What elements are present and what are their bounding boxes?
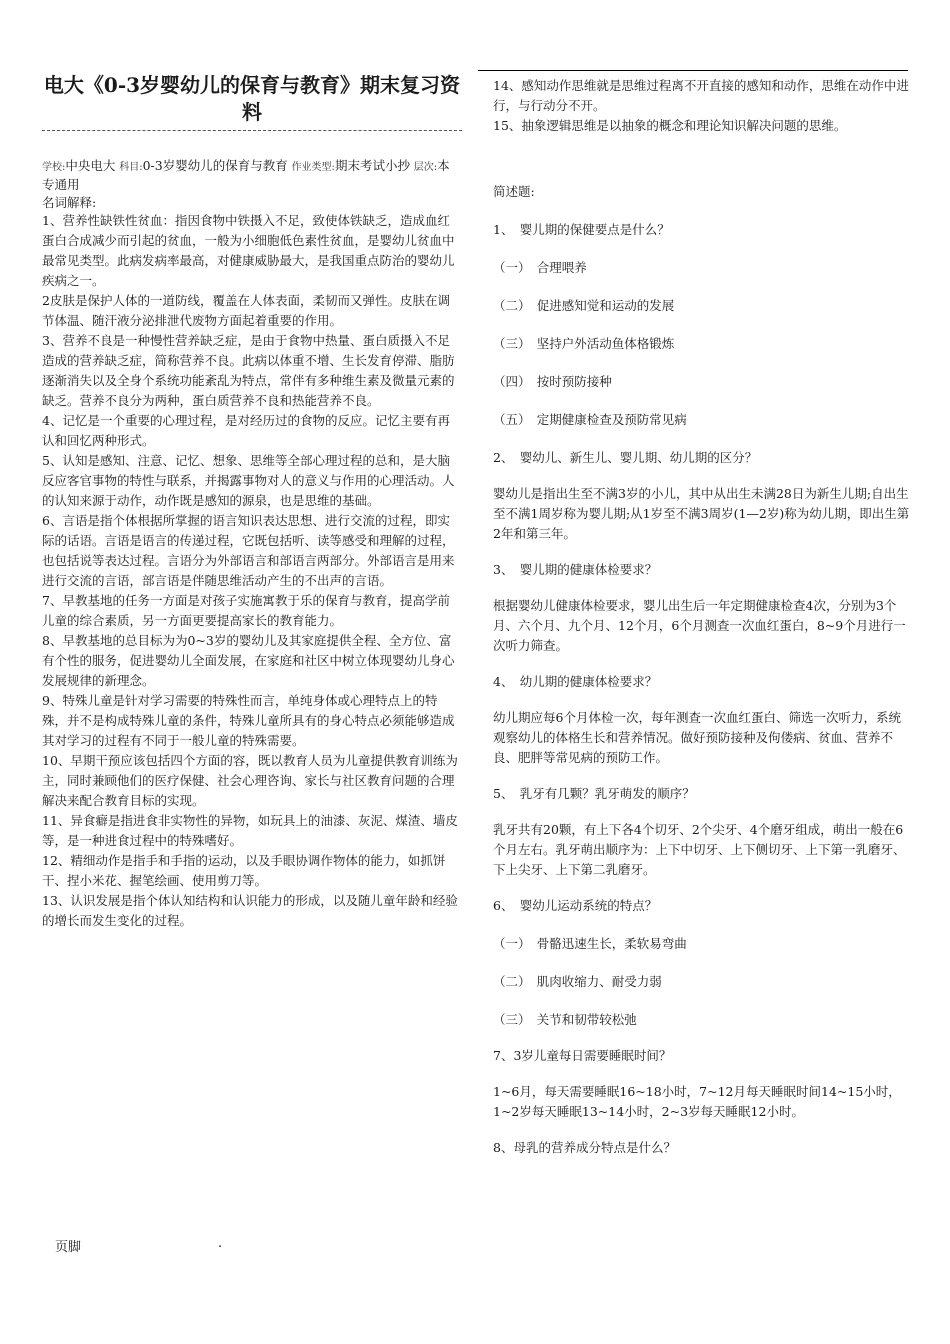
q8-question: 8、母乳的营养成分特点是什么？ [493, 1140, 676, 1155]
q1-item-5: （五） 定期健康检查及预防常见病 [493, 412, 687, 427]
q1-item-4: （四） 按时预防接种 [493, 374, 612, 389]
level-value: 本专通用 [42, 158, 450, 192]
q2-answer: 婴幼儿是指出生至不满3岁的小儿，其中从出生未满28日为新生儿期;自出生至不满1周岁称为婴儿期;从1岁至不满3周岁(1—2岁)称为幼儿期，即出生第2年和第三年。 [493, 486, 910, 541]
footer-label: 页脚 [55, 1240, 82, 1255]
left-column [42, 72, 462, 931]
page-title: 电大《0-3岁婴幼儿的保育与教育》期末复习资料 [43, 73, 461, 124]
term-10: 10、早期干预应该包括四个方面的容，既以教育人员为儿童提供教育训练为主，同时兼顾他们的医疗保健、社会心理咨询、家长与社区教育问题的合理解决来配合教育目标的实现。 [42, 753, 458, 808]
term-13: 13、认识发展是指个体认知结构和认识能力的形成，以及随儿童年龄和经验的增长而发生变化的过程。 [42, 893, 458, 928]
subject-label: 科目: [119, 162, 143, 173]
term-5: 5、认知是感知、注意、记忆、想象、思维等全部心理过程的总和，是大脑反应客官事物的特性与联系，并揭露事物对人的意义与作用的心理活动。人的认知来源于动作，动作既是感知的源泉，也是思维的基础。 [42, 453, 455, 508]
q3-answer: 根据婴幼儿健康体检要求，婴儿出生后一年定期健康检查4次，分别为3个月、六个月、九个月、12个月，6个月测查一次血红蛋白，8~9个月进行一次听力筛查。 [493, 598, 906, 653]
q4-answer: 幼儿期应每6个月体检一次，每年测查一次血红蛋白、筛选一次听力，系统观察幼儿的体格生长和营养情况。做好预防接种及佝偻病、贫血、营养不良、肥胖等常见病的预防工作。 [493, 710, 901, 765]
meta-block [42, 157, 462, 194]
term-2: 2皮肤是保护人体的一道防线，覆盖在人体表面，柔韧而又弹性。皮肤在调节体温、随汗液分泌排泄代废物方面起着重要的作用。 [42, 293, 450, 328]
school-value: 中央电大 [65, 158, 116, 173]
q5-answer: 乳牙共有20颗，有上下各4个切牙、2个尖牙、4个磨牙组成，萌出一般在6个月左右。乳牙萌出顺序为：上下中切牙、上下侧切牙、上下第一乳磨牙、下上尖牙、上下第二乳磨牙。 [493, 822, 906, 877]
school-label: 学校: [42, 162, 66, 173]
q5-question: 5、 乳牙有几颗？乳牙萌发的顺序？ [493, 786, 695, 801]
right-column [493, 76, 911, 1158]
q7-question: 7、3岁儿童每日需要睡眠时间？ [493, 1048, 672, 1063]
term-15: 15、抽象逻辑思维是以抽象的概念和理论知识解决问题的思维。 [493, 118, 847, 133]
type-label: 作业类型: [291, 162, 335, 173]
footer-dot: . [218, 1236, 223, 1251]
title-divider [42, 130, 462, 131]
q3-question: 3、 婴儿期的健康体检要求？ [493, 562, 658, 577]
q1-item-2: （二） 促进感知觉和运动的发展 [493, 298, 675, 313]
term-4: 4、记忆是一个重要的心理过程，是对经历过的食物的反应。记忆主要有再认和回忆两种形式。 [42, 413, 450, 448]
term-11: 11、异食癖是指进食非实物性的异物，如玩具上的油漆、灰泥、煤渣、墙皮等，是一种进食过程中的特殊嗜好。 [42, 813, 458, 848]
q1-item-3: （三） 坚持户外活动鱼体格锻炼 [493, 336, 675, 351]
q7-answer: 1~6月，每天需要睡眠16~18小时，7~12月每天睡眠时间14~15小时，1~2岁每天睡眠13~14小时，2~3岁每天睡眠12小时。 [493, 1084, 901, 1119]
term-8: 8、早教基地的总目标为为0~3岁的婴幼儿及其家庭提供全程、全方位、富有个性的服务，促进婴幼儿全面发展，在家庭和社区中树立体现婴幼儿身心发展规律的新理念。 [42, 633, 455, 688]
term-12: 12、精细动作是指手和手指的运动，以及手眼协调作物体的能力，如抓饼干、捏小米花、握笔绘画、使用剪刀等。 [42, 853, 446, 888]
term-9: 9、特殊儿童是针对学习需要的特殊性而言，单纯身体或心理特点上的特殊，并不是构成特殊儿童的条件，特殊儿童所具有的身心特点必须能够造成其对学习的过程有不同于一般儿童的特殊需要。 [42, 693, 455, 748]
terms-heading: 名词解释: [42, 195, 97, 210]
subject-value: 0-3岁婴幼儿的保育与教育 [142, 158, 288, 173]
q6-item-2: （二） 肌肉收缩力、耐受力弱 [493, 974, 662, 989]
top-rule [478, 70, 908, 71]
short-answer-heading: 简述题: [493, 184, 535, 199]
term-3: 3、营养不良是一种慢性营养缺乏症，是由于食物中热量、蛋白质摄入不足造成的营养缺乏症，简称营养不良。此病以体重不增、生长发育停滞、脂肪逐渐消失以及全身个系统功能紊乱为特点，常伴有多种维生素及微量元素的缺乏。营养不良分为两种，蛋白质营养不良和热能营养不良。 [42, 333, 455, 408]
q1-item-1: （一） 合理喂养 [493, 260, 587, 275]
level-label: 层次: [413, 162, 438, 173]
term-6: 6、言语是指个体根据所掌握的语言知识表达思想、进行交流的过程，即实际的话语。言语是语言的传递过程，它既包括听、读等感受和理解的过程，也包括说等表达过程。言语分为外部语言和部语言两部分。外部语言是用来进行交流的言语，部言语是伴随思维活动产生的不出声的言语。 [42, 513, 455, 588]
term-1: 1、营养性缺铁性贫血：指因食物中铁摄入不足，致使体铁缺乏，造成血红蛋白合成减少而引起的贫血，一般为小细胞低色素性贫血，是婴幼儿贫血中最常见类型。此病发病率最高，对健康威胁最大，是我国重点防治的婴幼儿疾病之一。 [42, 213, 455, 288]
q6-item-3: （三） 关节和韧带较松弛 [493, 1012, 637, 1027]
term-14: 14、感知动作思维就是思维过程离不开直接的感知和动作，思维在动作中进行，与行动分不开。 [493, 78, 909, 113]
q2-question: 2、 婴幼儿、新生儿、婴儿期、幼儿期的区分？ [493, 450, 758, 465]
term-7: 7、早教基地的任务一方面是对孩子实施寓教于乐的保育与教育，提高学前儿童的综合素质，另一方面更要提高家长的教育能力。 [42, 593, 450, 628]
q4-question: 4、 幼儿期的健康体检要求？ [493, 674, 658, 689]
type-value: 期末考试小抄 [334, 158, 410, 173]
q1-question: 1、 婴儿期的保健要点是什么？ [493, 222, 670, 237]
q6-question: 6、 婴幼儿运动系统的特点？ [493, 898, 658, 913]
q6-item-1: （一） 骨骼迅速生长，柔软易弯曲 [493, 936, 687, 951]
